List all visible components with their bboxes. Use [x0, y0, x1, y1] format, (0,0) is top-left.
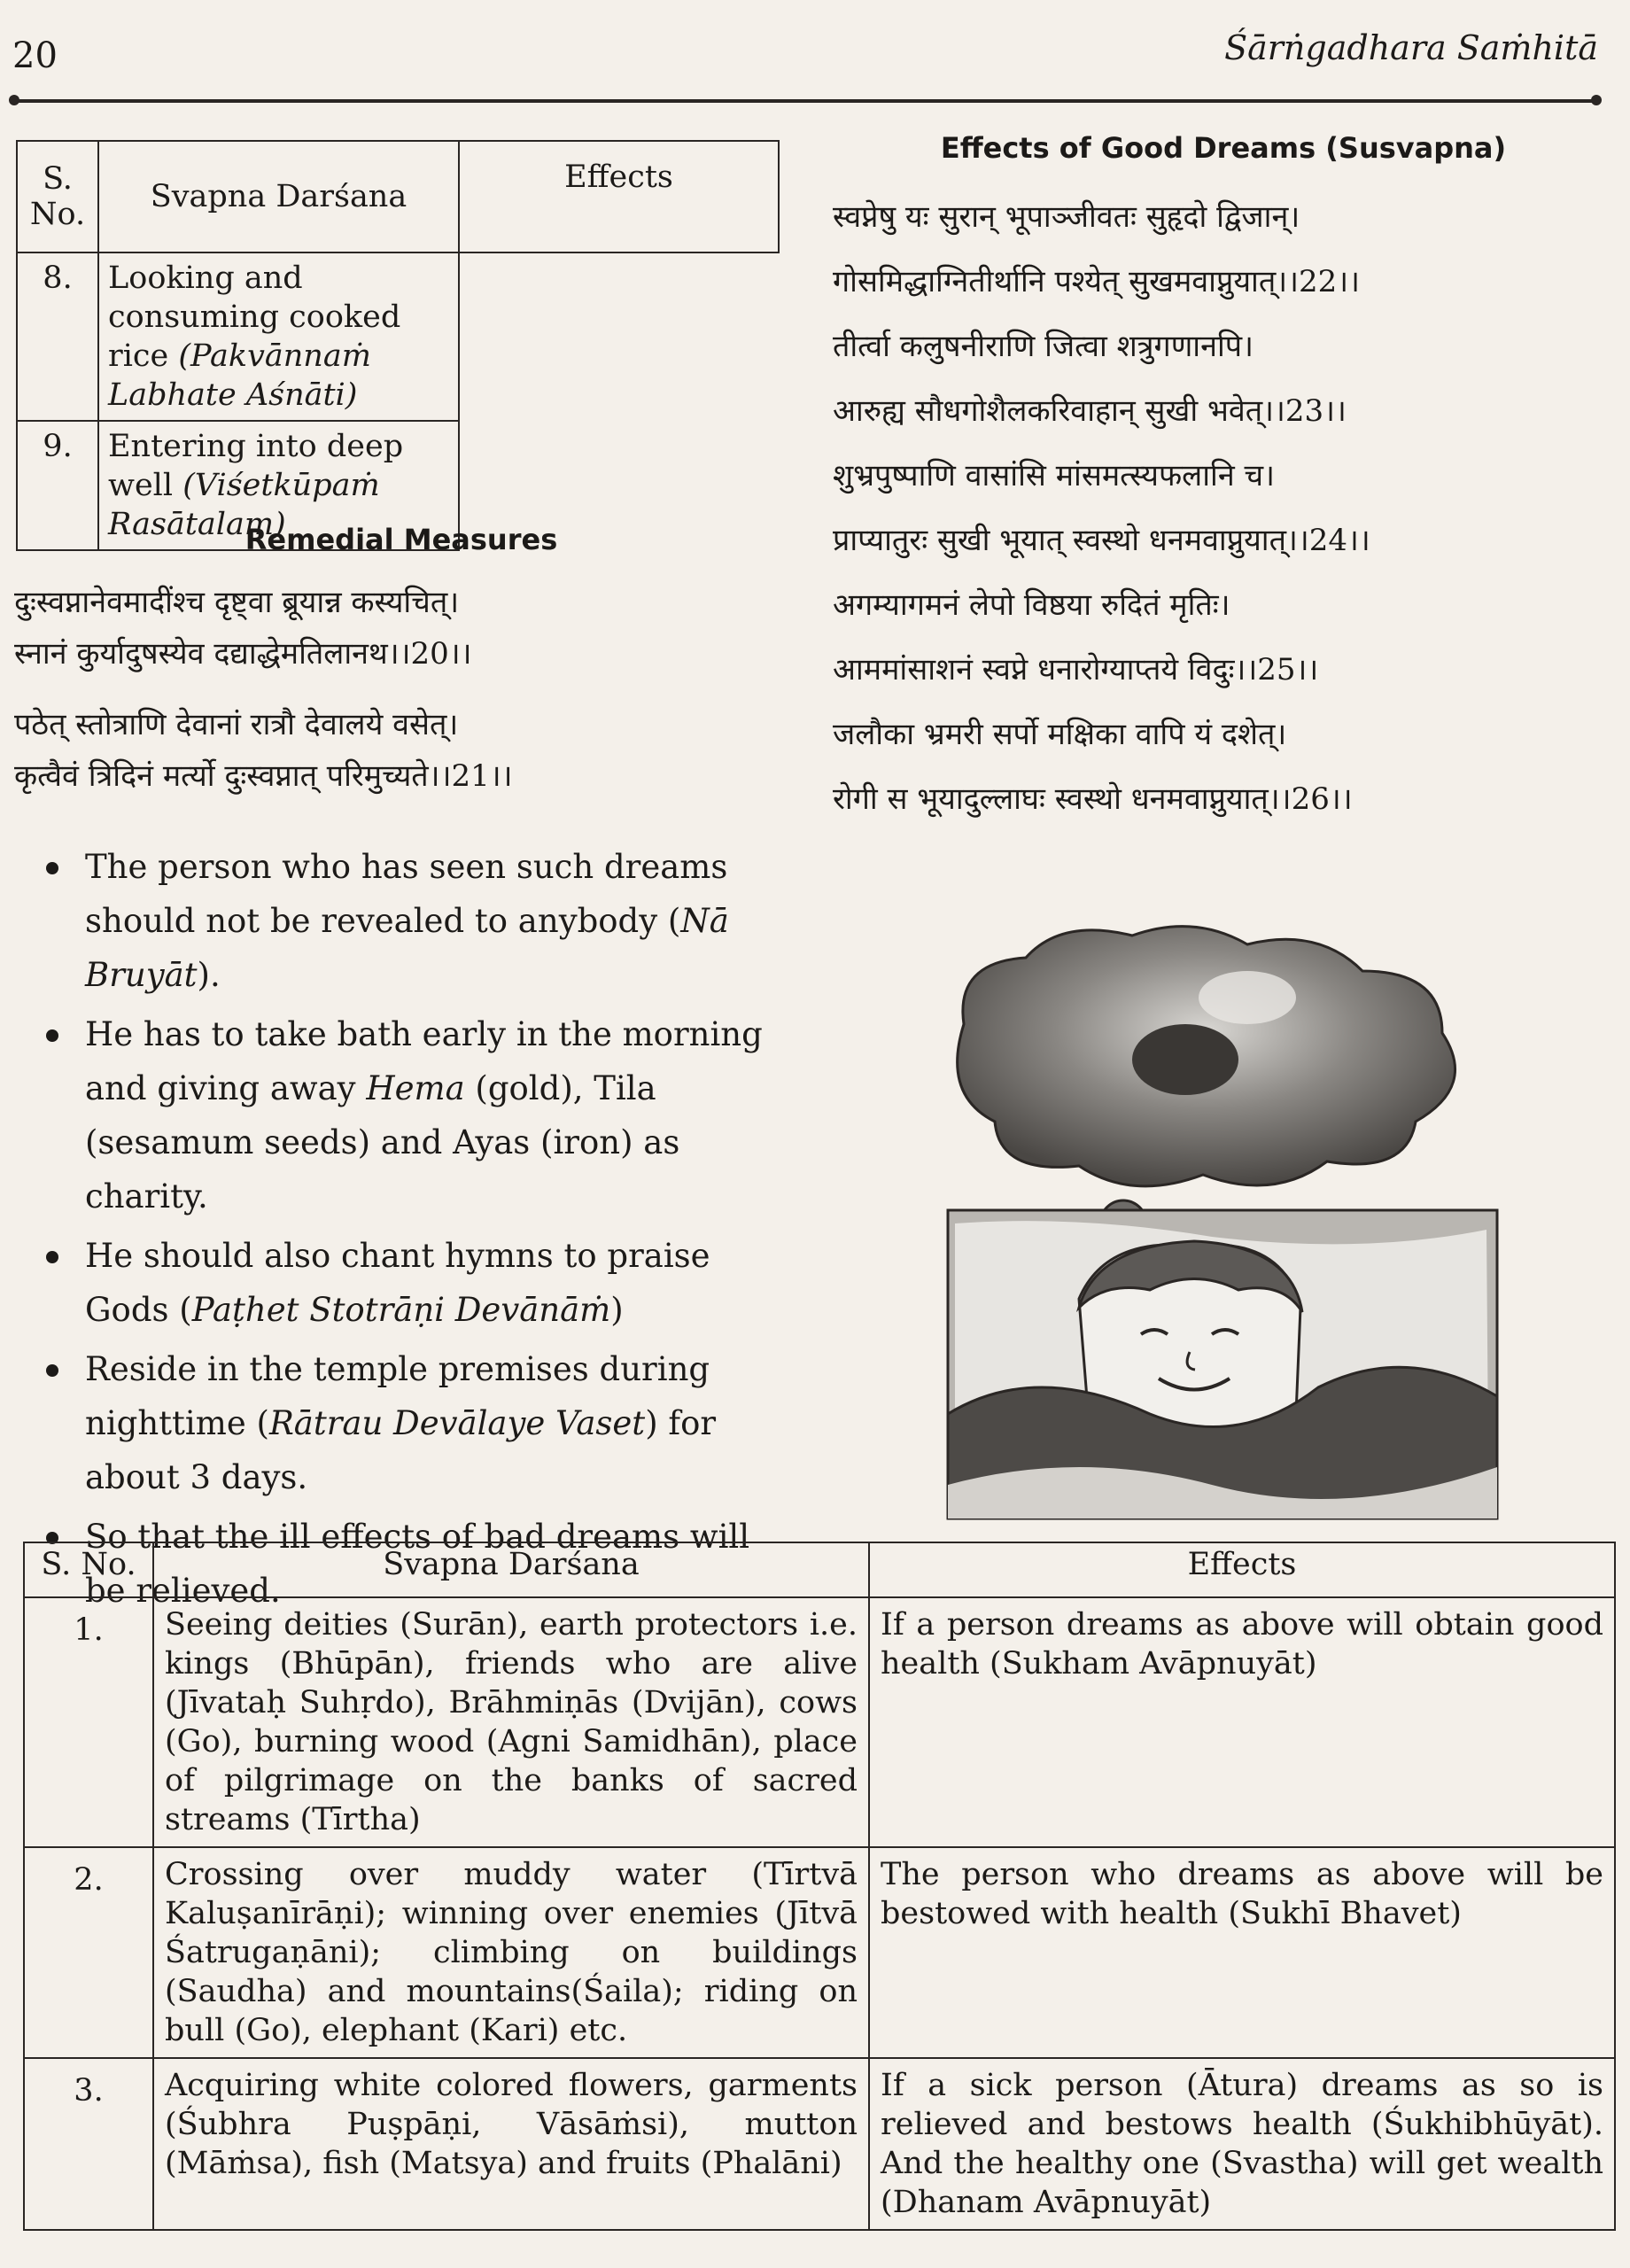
good-dreams-verses: [833, 199, 1612, 846]
table-cell-sno: 8.: [17, 252, 98, 421]
bullet-item: [35, 1229, 797, 1337]
table-cell-sno: 2.: [24, 1847, 153, 2058]
table-cell-darsana: Crossing over muddy water (Tīrtvā Kaluṣanīrāṇi); winning over enemies (Jītvā Śatrugaṇāni); climbing on buildings (Saudha) and mountains(Śaila); riding on bull (Go), elephant (Kari) etc.: [153, 1847, 869, 2058]
table-row: [24, 1847, 1615, 2058]
darsana-text: Looking and consuming cooked rice: [108, 260, 401, 374]
bullet-item: [35, 1342, 797, 1504]
bullet-text: So that the ill effects of bad dreams will be relieved.: [85, 1518, 750, 1610]
verse-line: अगम्यागमनं लेपो विष्ठया रुदितं मृतिः।: [833, 587, 1230, 623]
table-cell-effects: If a sick person (Ātura) dreams as so is relieved and bestows health (Śukhibhūyāt). And the healthy one (Svastha) will get wealth (Dhanam Avāpnuyāt): [869, 2058, 1615, 2230]
verse-line: गोसमिद्धाग्नितीर्थानि पश्येत् सुखमवाप्नुयात्।।22।।: [833, 264, 1361, 299]
verse-line: कृत्वैवं त्रिदिनं मर्त्यो दुःस्वप्नात् परिमुच्यते।।21।।: [14, 758, 513, 794]
bullet-text: Reside in the temple premises during nighttime (: [85, 1350, 710, 1442]
top-table: [16, 140, 780, 551]
bullet-item: [35, 1007, 797, 1223]
table-cell-darsana: Seeing deities (Surān), earth protectors i.e. kings (Bhūpān), friends who are alive (Jīvataḥ Suhṛdo), Brāhmiṇās (Dvijān), cows (Go), burning wood (Agni Samidhān), place of pilgrimage on the banks of sacred streams (Tīrtha): [153, 1597, 869, 1847]
bullet-italic: Hema: [366, 1069, 465, 1107]
table-cell-sno: 9.: [17, 421, 98, 550]
verse-line: आममांसाशनं स्वप्ने धनारोग्याप्तये विदुः।।25।।: [833, 652, 1319, 687]
bullet-italic: Paṭhet Stotrāṇi Devānāṁ: [191, 1291, 611, 1329]
verse-line: तीर्त्वा कलुषनीराणि जित्वा शत्रुगणानपि।: [833, 329, 1254, 364]
top-table-header-sno: S. No.: [17, 141, 98, 252]
bullet-item: [35, 840, 797, 1002]
bullet-text: The person who has seen such dreams should not be revealed to anybody (: [85, 848, 728, 940]
bullet-italic: Rātrau Devālaye Vaset: [268, 1404, 646, 1442]
bullet-text: He has to take bath early in the morning and giving away: [85, 1015, 763, 1107]
bullet-text: ) for about 3 days.: [85, 1404, 717, 1496]
bullet-text: He should also chant hymns to praise Gods (: [85, 1237, 710, 1329]
running-title: Śārṅgadhara Saṁhitā: [1224, 28, 1598, 67]
table-cell-sno: 1.: [24, 1597, 153, 1847]
darsana-sanskrit: (Pakvānnaṁ Labhate Aśnāti): [108, 338, 371, 413]
remedial-verses: [14, 585, 794, 810]
verse-line: स्वप्नेषु यः सुरान् भूपाञ्जीवतः सुहृदो द्विजान्।: [833, 199, 1300, 235]
top-table-header-row: [17, 141, 779, 252]
table-cell-darsana: [98, 252, 459, 421]
remedial-heading: Remedial Measures: [244, 523, 558, 556]
header-rule: [12, 99, 1598, 103]
sleeping-person: [948, 1210, 1497, 1518]
verse-line: आरुह्य सौधगोशैलकरिवाहान् सुखी भवेत्।।23।।: [833, 393, 1347, 429]
page-number: 20: [12, 35, 58, 76]
table-row: [17, 252, 779, 421]
top-table-header-darsana: Svapna Darśana: [98, 141, 459, 252]
table-cell-darsana: Acquiring white colored flowers, garments (Śubhra Puṣpāṇi, Vāsāṁsi), mutton (Māṁsa), fish (Matsya) and fruits (Phalāni): [153, 2058, 869, 2230]
verse-line: दुःस्वप्नानेवमादींश्च दृष्ट्वा ब्रूयान्न कस्यचित्।: [14, 585, 460, 620]
good-dreams-heading: Effects of Good Dreams (Susvapna): [940, 131, 1507, 165]
verse-line: स्नानं कुर्यादुषस्येव दद्याद्धेमतिलानथ।।20।।: [14, 636, 472, 672]
verse-line: जलौका भ्रमरी सर्पो मक्षिका वापि यं दशेत्।: [833, 717, 1287, 752]
bullet-text: (gold), Tila (sesamum seeds) and Ayas (iron) as charity.: [85, 1069, 680, 1216]
table-cell-sno: 3.: [24, 2058, 153, 2230]
darsana-sanskrit: (Viśetkūpaṁ Rasātalam): [108, 468, 380, 542]
table-header-sno: S. No.: [24, 1542, 153, 1597]
table-header-effects: Effects: [869, 1542, 1615, 1597]
verse-line: शुभ्रपुष्पाणि वासांसि मांसमत्स्यफलानि च।: [833, 458, 1276, 493]
table-header-darsana: Svapna Darśana: [153, 1542, 869, 1597]
good-dreams-table: [23, 1542, 1616, 2231]
verse-line: पठेत् स्तोत्राणि देवानां रात्रौ देवालये वसेत्।: [14, 707, 459, 742]
verse-line: प्राप्यातुरः सुखी भूयात् स्वस्थो धनमवाप्नुयात्।।24।।: [833, 523, 1370, 558]
dreaming-person-illustration: [946, 918, 1513, 1520]
table-row: [24, 1597, 1615, 1847]
bullet-text: ).: [197, 956, 221, 994]
table-cell-effects: The person who dreams as above will be bestowed with health (Sukhī Bhavet): [869, 1847, 1615, 2058]
darsana-text: Entering into deep well: [108, 429, 404, 503]
remedial-bullets: [35, 840, 797, 1623]
bullet-italic: Nā Bruyāt: [85, 902, 729, 994]
table-cell-effects: [459, 252, 779, 550]
table-row: [24, 2058, 1615, 2230]
bullet-text: ): [610, 1291, 624, 1329]
table-header-row: [24, 1542, 1615, 1597]
top-table-header-effects: Effects: [459, 141, 779, 252]
verse-line: रोगी स भूयादुल्लाघः स्वस्थो धनमवाप्नुयात्।।26।।: [833, 781, 1353, 817]
table-cell-effects: If a person dreams as above will obtain good health (Sukham Avāpnuyāt): [869, 1597, 1615, 1847]
